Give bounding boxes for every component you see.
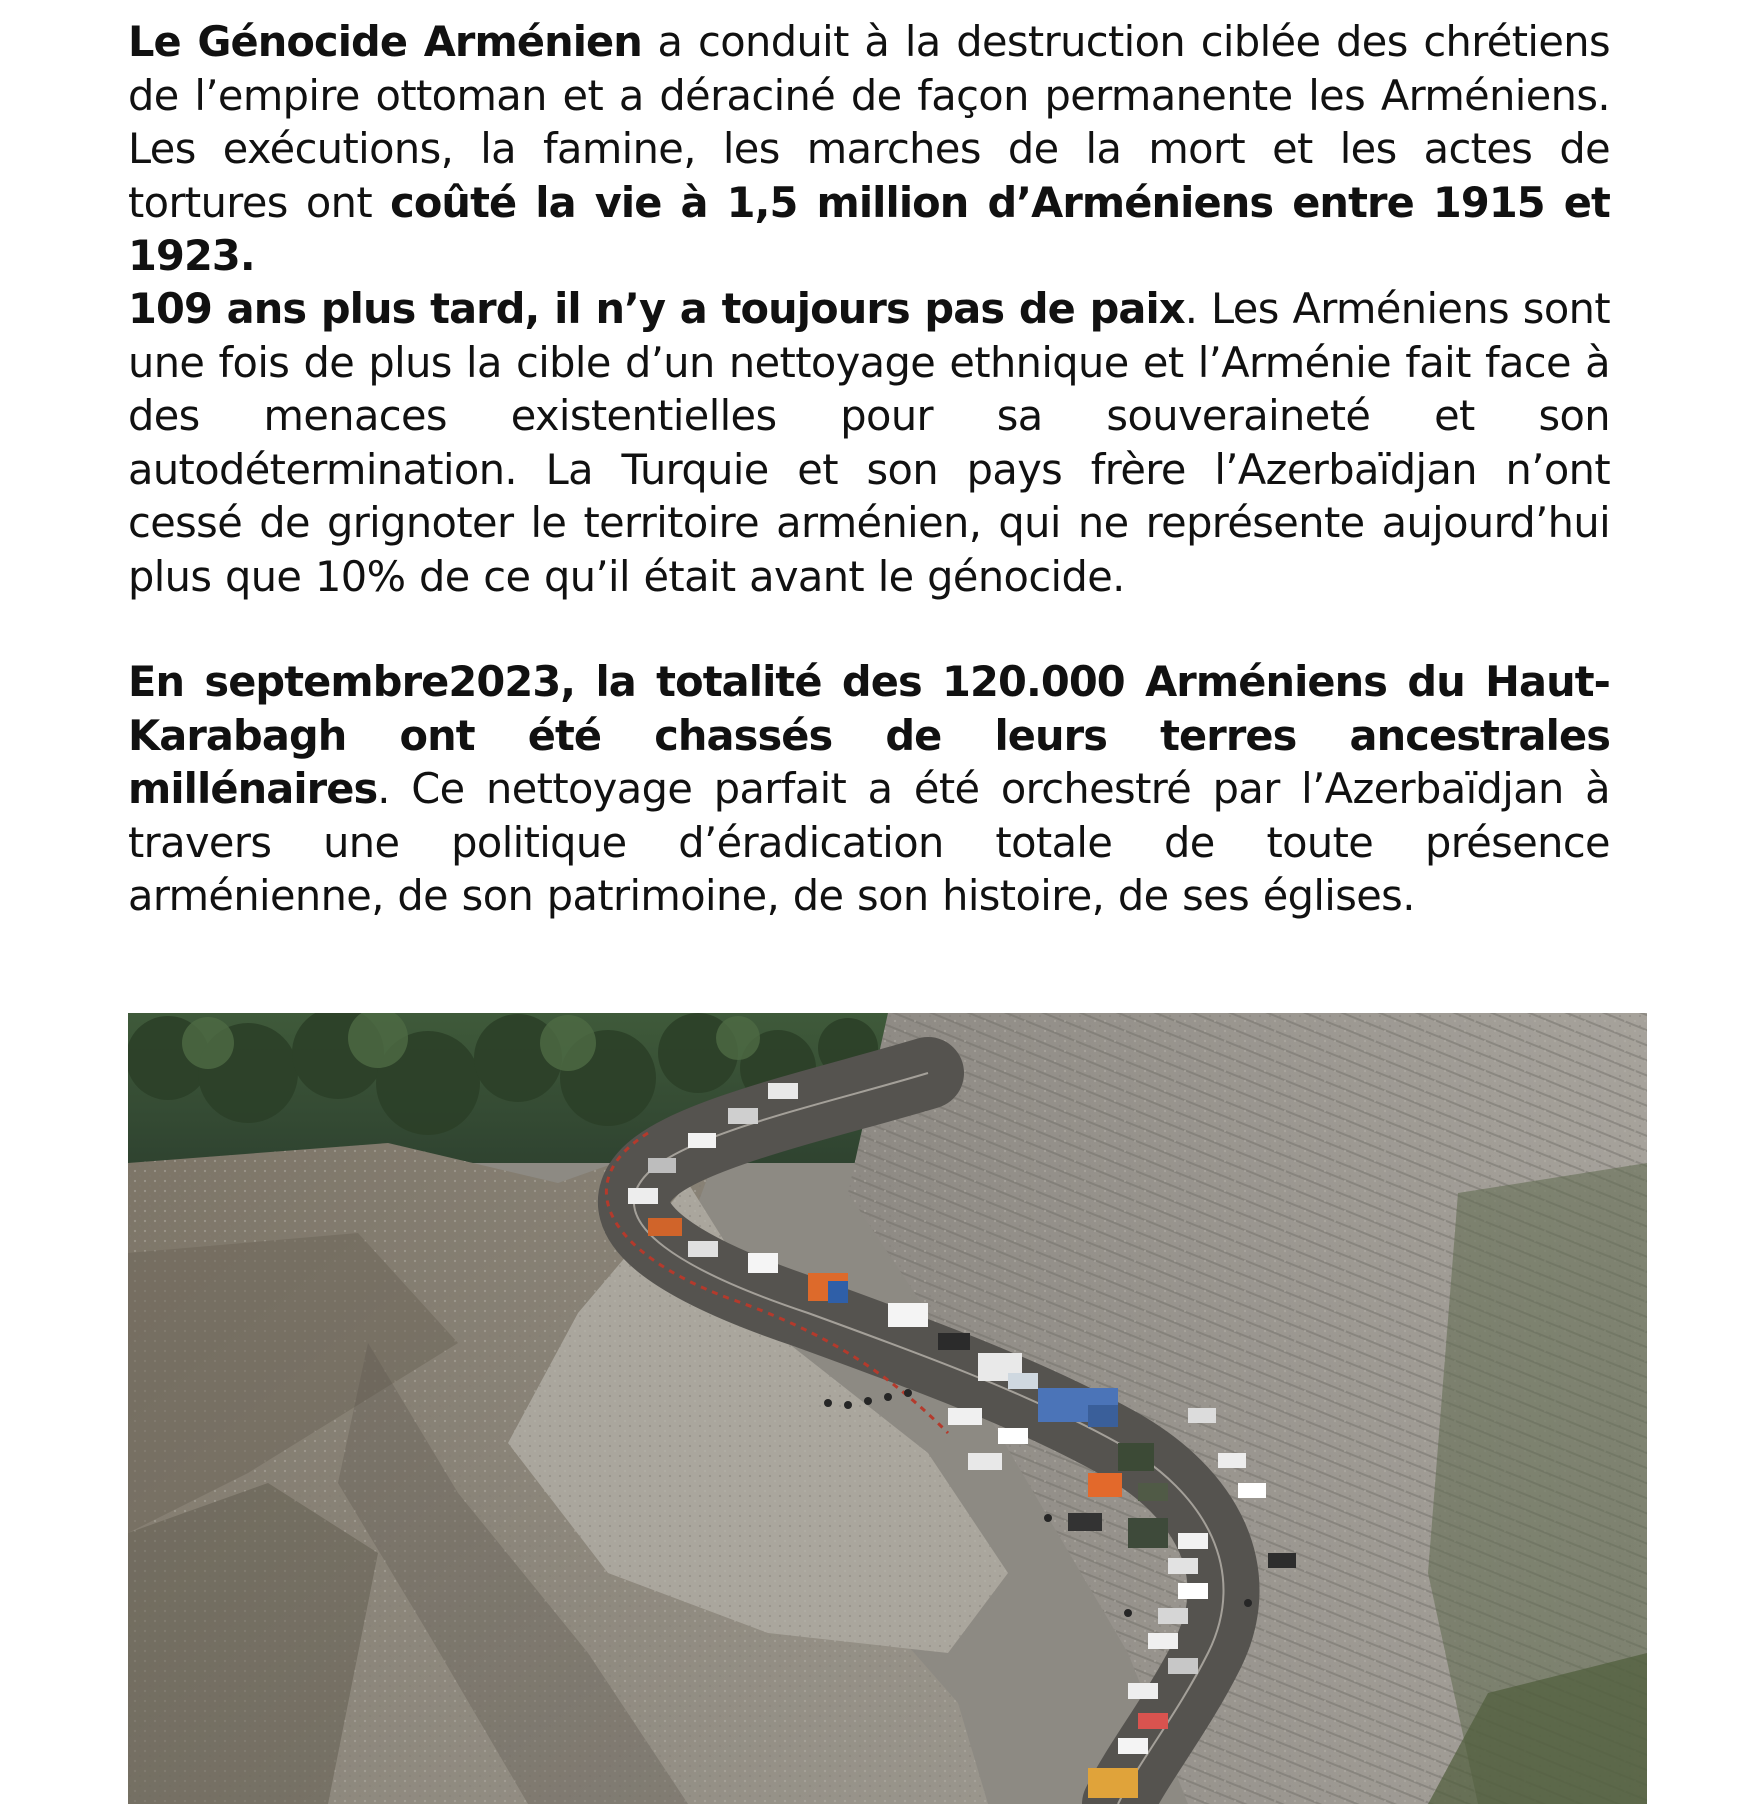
paragraph-karabagh bbox=[128, 655, 1610, 923]
paragraph-genocide bbox=[128, 15, 1610, 283]
bold-lead: Le Génocide Arménien bbox=[128, 17, 642, 66]
bold-lead: 109 ans plus tard, il n’y a toujours pas de paix bbox=[128, 284, 1185, 333]
paragraph-text: . Les Arméniens sont une fois de plus la cible d’un nettoyage ethnique et l’Arménie fait face à des menaces existentielles pour sa souveraineté et son autodétermination. La Turquie et son pays frère l’Azerbaïdjan n’ont cessé de grignoter le territoire arménien, qui ne représente aujourd’hui plus que 10% de ce qu’il était avant le génocide. bbox=[128, 284, 1610, 601]
bold-lead: En septembre2023, la totalité des 120.000 Arméniens du Haut-Karabagh ont été chassés de leurs terres ancestrales millénaires bbox=[128, 657, 1610, 813]
paragraph-text: a conduit à la destruction ciblée des chrétiens de l’empire ottoman et a déraciné de façon permanente les Arméniens. Les exécutions, la famine, les marches de la mort et les actes de tortures ont bbox=[128, 17, 1610, 227]
paragraph-no-peace bbox=[128, 282, 1610, 603]
bold-conclusion: coûté la vie à 1,5 million d’Arméniens entre 1915 et 1923. bbox=[128, 177, 1610, 280]
convoy-photo bbox=[128, 1013, 1647, 1804]
paragraph-text: . Ce nettoyage parfait a été orchestré par l’Azerbaïdjan à travers une politique d’éradication totale de toute présence arménienne, de son patrimoine, de son histoire, de ses églises. bbox=[128, 764, 1610, 920]
